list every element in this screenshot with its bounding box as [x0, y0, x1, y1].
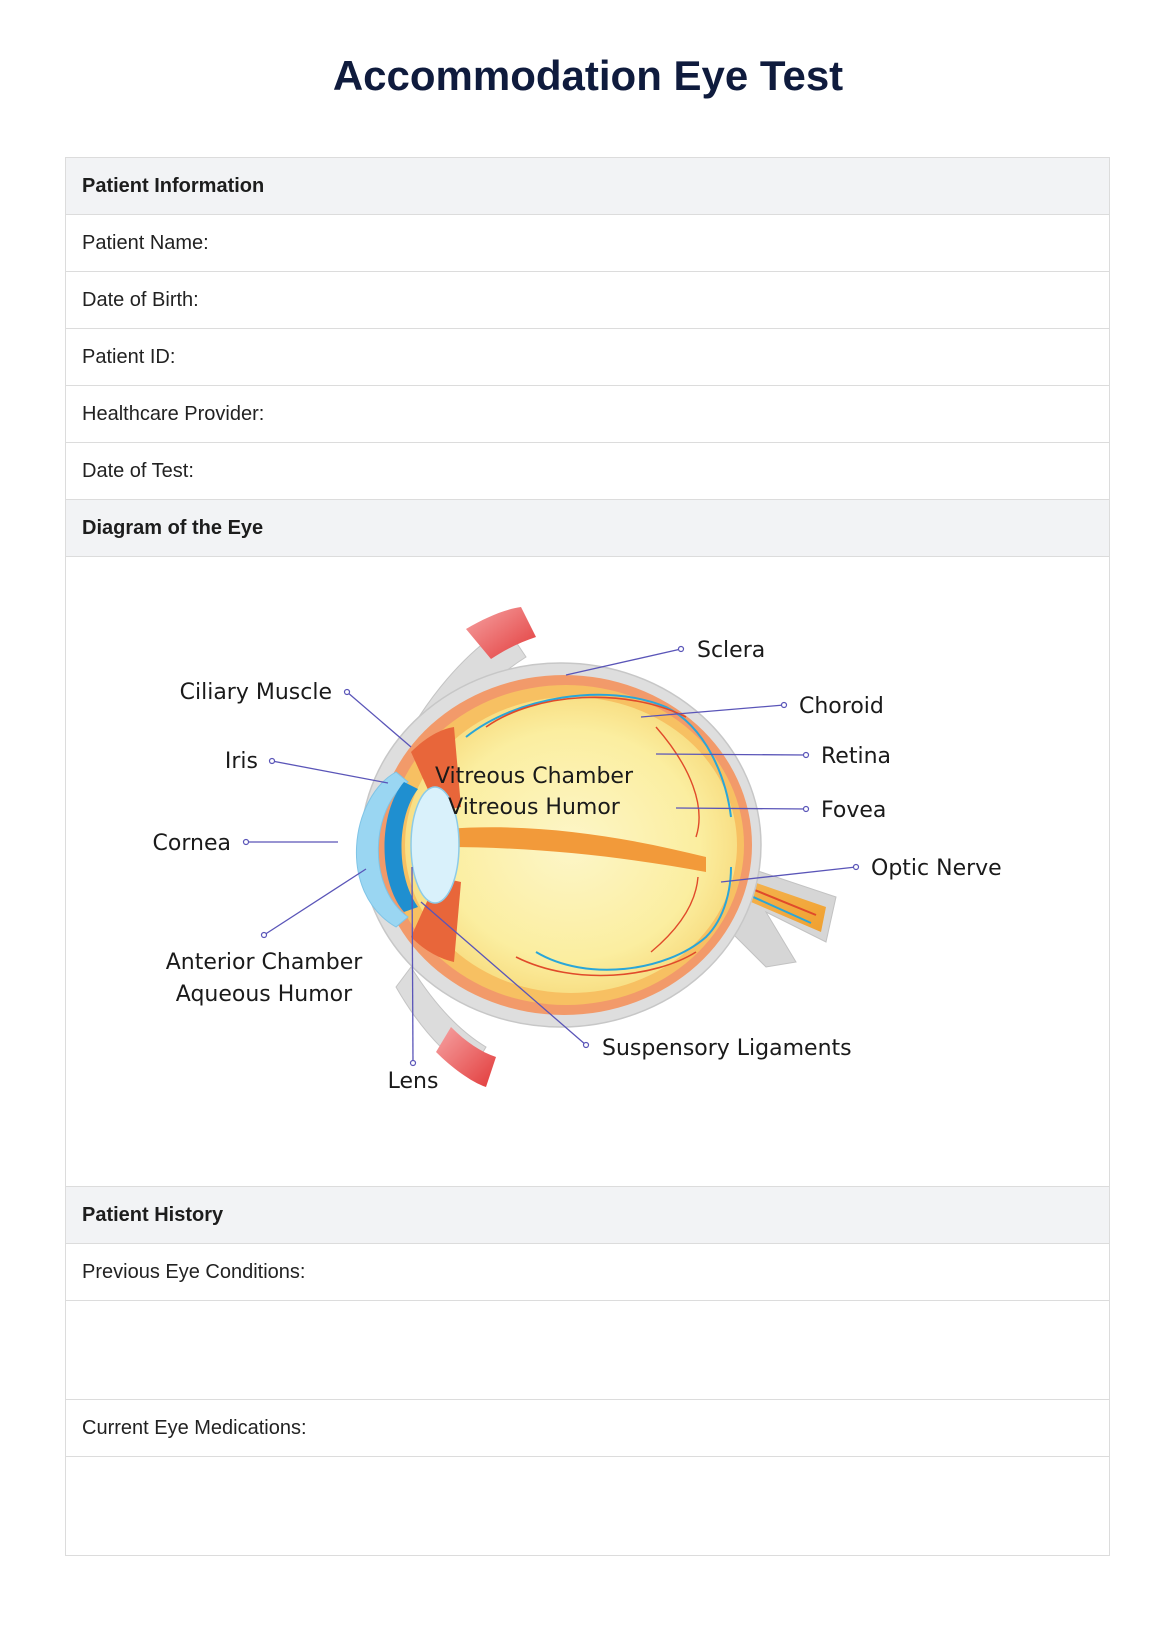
label-suspensory-ligaments: Suspensory Ligaments	[602, 1036, 852, 1061]
healthcare-provider-field[interactable]: Healthcare Provider:	[66, 386, 1109, 443]
label-vitreous-chamber: Vitreous Chamber	[434, 764, 634, 789]
diagram-header: Diagram of the Eye	[66, 500, 1109, 557]
previous-eye-conditions-input[interactable]	[66, 1301, 1109, 1400]
label-cornea: Cornea	[152, 831, 231, 856]
label-ciliary-muscle: Ciliary Muscle	[179, 680, 332, 705]
label-optic-nerve: Optic Nerve	[871, 856, 1002, 881]
patient-information-header: Patient Information	[66, 158, 1109, 215]
current-eye-medications-label: Current Eye Medications:	[66, 1400, 1109, 1457]
label-aqueous-humor: Aqueous Humor	[175, 982, 353, 1007]
label-iris: Iris	[224, 749, 258, 774]
patient-id-field[interactable]: Patient ID:	[66, 329, 1109, 386]
patient-name-field[interactable]: Patient Name:	[66, 215, 1109, 272]
label-lens: Lens	[387, 1069, 439, 1094]
label-fovea: Fovea	[821, 798, 887, 823]
label-choroid: Choroid	[799, 694, 884, 719]
label-retina: Retina	[821, 744, 891, 769]
current-eye-medications-input[interactable]	[66, 1457, 1109, 1556]
eye-illustration	[66, 557, 1111, 1187]
test-form	[65, 157, 1110, 1556]
date-of-birth-field[interactable]: Date of Birth:	[66, 272, 1109, 329]
label-anterior-chamber: Anterior Chamber	[165, 950, 363, 975]
patient-history-header: Patient History	[66, 1187, 1109, 1244]
eye-diagram	[66, 557, 1109, 1187]
previous-eye-conditions-label: Previous Eye Conditions:	[66, 1244, 1109, 1301]
page-title: Accommodation Eye Test	[332, 52, 844, 99]
label-vitreous-humor: Vitreous Humor	[448, 795, 620, 820]
date-of-test-field[interactable]: Date of Test:	[66, 443, 1109, 500]
label-sclera: Sclera	[697, 638, 766, 663]
